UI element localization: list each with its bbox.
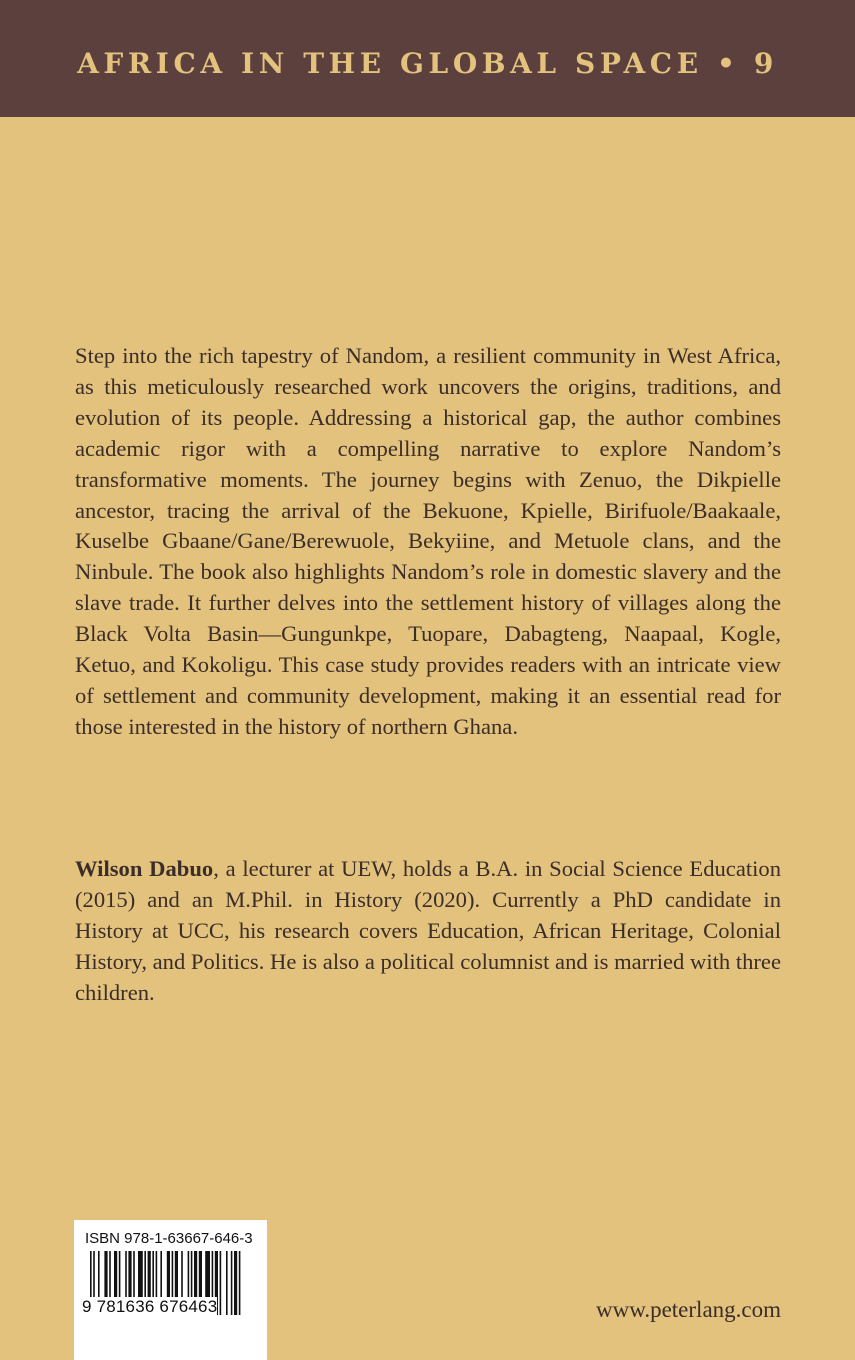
isbn-barcode <box>74 1220 267 1360</box>
author-name: Wilson Dabuo <box>75 856 214 881</box>
barcode-digits: 9 781636 676463 <box>82 1297 218 1316</box>
barcode-bar <box>231 1251 233 1315</box>
barcode-bar <box>239 1251 241 1315</box>
series-band <box>0 0 855 117</box>
isbn-label: ISBN 978-1-63667-646-3 <box>85 1230 253 1247</box>
barcode-bar <box>226 1251 228 1315</box>
barcode-bar <box>220 1251 222 1315</box>
author-bio-text: , a lecturer at UEW, holds a B.A. in Social Science Education (2015) and an M.Phil. in History (2020). Currently a PhD candidate in History at UCC, his research covers Education, African Heritage, Colonial History, and Politics. He is also a political columnist and is married with three children. <box>75 856 781 1005</box>
author-bio <box>75 854 781 1009</box>
publisher-website: www.peterlang.com <box>596 1297 781 1322</box>
book-description: Step into the rich tapestry of Nandom, a resilient community in West Africa, as this meticulously researched work uncovers the origins, traditions, and evolution of its people. Addressing a historical gap, the author combines academic rigor with a compelling narrative to explore Nandom’s transformative moments. The journey begins with Zenuo, the Dikpielle ancestor, tracing the arrival of the Bekuone, Kpielle, Birifuole/Baakaale, Kuselbe Gbaane/Gane/Berewuole, Bekyiine, and Metuole clans, and the Ninbule. The book also highlights Nandom’s role in domestic slavery and the slave trade. It further delves into the settlement history of villages along the Black Volta Basin—Gungunkpe, Tuopare, Dabagteng, Naapaal, Kogle, Ketuo, and Kokoligu. This case study provides readers with an intricate view of settlement and community development, making it an essential read for those interested in the history of northern Ghana. <box>75 343 781 739</box>
series-title: AFRICA IN THE GLOBAL SPACE • 9 <box>77 47 778 80</box>
barcode-bar <box>234 1251 237 1315</box>
